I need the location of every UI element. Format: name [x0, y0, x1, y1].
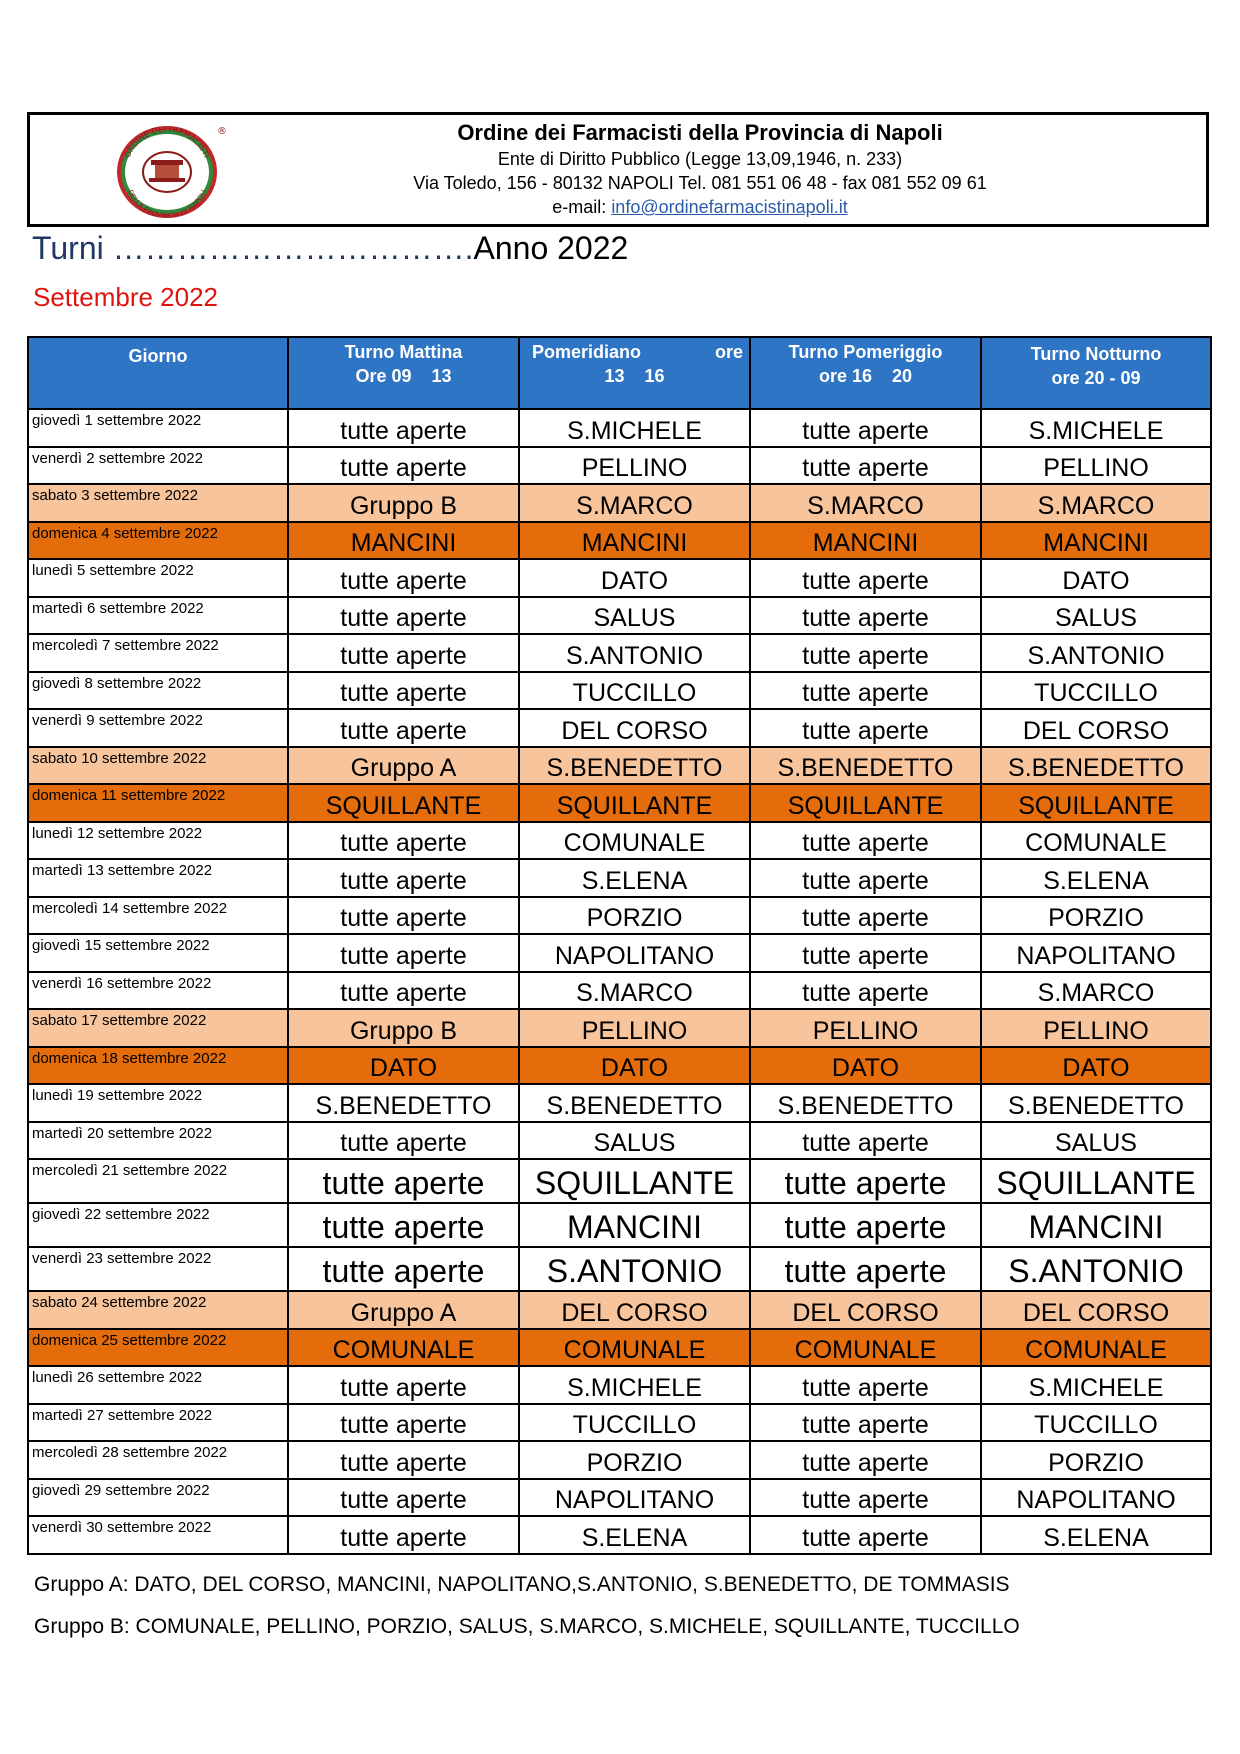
- notturno-cell: S.MARCO: [981, 972, 1211, 1010]
- pomeridiano-cell: PELLINO: [519, 1009, 750, 1047]
- month-title: Settembre 2022: [33, 282, 219, 312]
- mattina-cell: tutte aperte: [288, 1441, 519, 1479]
- pomeriggio-cell: tutte aperte: [750, 559, 981, 597]
- notturno-cell: S.BENEDETTO: [981, 1084, 1211, 1122]
- notturno-cell: S.ELENA: [981, 1516, 1211, 1554]
- notturno-cell: SQUILLANTE: [981, 1159, 1211, 1203]
- pomeriggio-cell: tutte aperte: [750, 1122, 981, 1160]
- pomeridiano-cell: S.MARCO: [519, 484, 750, 522]
- day-cell: giovedì 22 settembre 2022: [28, 1203, 288, 1247]
- day-cell: lunedì 26 settembre 2022: [28, 1366, 288, 1404]
- mattina-cell: tutte aperte: [288, 1479, 519, 1517]
- svg-text:DELLA PROVINCIA DI NAPOLI: DELLA PROVINCIA DI NAPOLI: [125, 188, 209, 220]
- title-year: Anno 2022: [473, 230, 629, 266]
- day-cell: venerdì 2 settembre 2022: [28, 447, 288, 485]
- pomeridiano-cell: MANCINI: [519, 522, 750, 560]
- notturno-cell: SQUILLANTE: [981, 784, 1211, 822]
- pomeridiano-cell: S.MARCO: [519, 972, 750, 1010]
- schedule-body: [28, 409, 1211, 1554]
- pomeriggio-cell: tutte aperte: [750, 1441, 981, 1479]
- table-row: [28, 784, 1211, 822]
- pomeriggio-cell: tutte aperte: [750, 1247, 981, 1291]
- pomeriggio-cell: tutte aperte: [750, 634, 981, 672]
- mattina-cell: MANCINI: [288, 522, 519, 560]
- mattina-cell: DATO: [288, 1047, 519, 1085]
- table-header-row: [28, 337, 1211, 409]
- table-row: [28, 897, 1211, 935]
- mattina-cell: Gruppo A: [288, 1291, 519, 1329]
- table-row: [28, 522, 1211, 560]
- pomeridiano-cell: NAPOLITANO: [519, 1479, 750, 1517]
- col-header-mattina: Turno Mattina Ore 09 13: [288, 337, 519, 409]
- pomeriggio-cell: tutte aperte: [750, 1516, 981, 1554]
- notturno-cell: DEL CORSO: [981, 709, 1211, 747]
- day-cell: martedì 20 settembre 2022: [28, 1122, 288, 1160]
- col-header-notturno: Turno Notturno ore 20 - 09: [981, 337, 1211, 409]
- mattina-cell: tutte aperte: [288, 709, 519, 747]
- table-row: [28, 559, 1211, 597]
- svg-text:ORDINE DEI FARMACISTI: ORDINE DEI FARMACISTI: [122, 124, 212, 160]
- table-row: [28, 409, 1211, 447]
- page-title: [32, 230, 628, 267]
- table-row: [28, 822, 1211, 860]
- day-cell: sabato 10 settembre 2022: [28, 747, 288, 785]
- title-turni: Turni: [32, 230, 104, 266]
- mattina-cell: tutte aperte: [288, 1203, 519, 1247]
- day-cell: sabato 3 settembre 2022: [28, 484, 288, 522]
- notturno-cell: MANCINI: [981, 1203, 1211, 1247]
- svg-text:®: ®: [217, 126, 227, 137]
- group-notes: [34, 1564, 1020, 1648]
- pomeridiano-cell: S.ANTONIO: [519, 634, 750, 672]
- col-header-giorno: Giorno: [28, 337, 288, 409]
- notturno-cell: MANCINI: [981, 522, 1211, 560]
- mattina-cell: tutte aperte: [288, 1247, 519, 1291]
- table-row: [28, 1366, 1211, 1404]
- notturno-cell: TUCCILLO: [981, 1404, 1211, 1442]
- mattina-cell: tutte aperte: [288, 1516, 519, 1554]
- mattina-cell: tutte aperte: [288, 859, 519, 897]
- org-legal-line: Ente di Diritto Pubblico (Legge 13,09,1946, n. 233): [497, 149, 903, 169]
- table-row: [28, 1441, 1211, 1479]
- pomeriggio-cell: tutte aperte: [750, 1404, 981, 1442]
- pomeridiano-cell: S.ELENA: [519, 859, 750, 897]
- pomeriggio-cell: S.MARCO: [750, 484, 981, 522]
- day-cell: giovedì 29 settembre 2022: [28, 1479, 288, 1517]
- notturno-cell: DATO: [981, 559, 1211, 597]
- notturno-cell: PELLINO: [981, 447, 1211, 485]
- table-row: [28, 1404, 1211, 1442]
- mattina-cell: Gruppo B: [288, 1009, 519, 1047]
- pomeriggio-cell: tutte aperte: [750, 1366, 981, 1404]
- notturno-cell: S.MARCO: [981, 484, 1211, 522]
- pomeridiano-cell: NAPOLITANO: [519, 934, 750, 972]
- pomeridiano-cell: SQUILLANTE: [519, 784, 750, 822]
- pomeridiano-cell: S.ELENA: [519, 1516, 750, 1554]
- pomeridiano-cell: PELLINO: [519, 447, 750, 485]
- mattina-cell: tutte aperte: [288, 634, 519, 672]
- table-row: [28, 972, 1211, 1010]
- pomeriggio-cell: DEL CORSO: [750, 1291, 981, 1329]
- day-cell: mercoledì 7 settembre 2022: [28, 634, 288, 672]
- table-row: [28, 1291, 1211, 1329]
- day-cell: giovedì 15 settembre 2022: [28, 934, 288, 972]
- pomeriggio-cell: tutte aperte: [750, 1203, 981, 1247]
- pomeridiano-cell: DATO: [519, 559, 750, 597]
- pomeriggio-cell: S.BENEDETTO: [750, 747, 981, 785]
- notturno-cell: S.ELENA: [981, 859, 1211, 897]
- day-cell: domenica 25 settembre 2022: [28, 1329, 288, 1367]
- mattina-cell: SQUILLANTE: [288, 784, 519, 822]
- pomeriggio-cell: tutte aperte: [750, 409, 981, 447]
- mattina-cell: tutte aperte: [288, 1366, 519, 1404]
- day-cell: venerdì 9 settembre 2022: [28, 709, 288, 747]
- pomeriggio-cell: MANCINI: [750, 522, 981, 560]
- pomeridiano-cell: PORZIO: [519, 1441, 750, 1479]
- table-row: [28, 634, 1211, 672]
- day-cell: lunedì 12 settembre 2022: [28, 822, 288, 860]
- notturno-cell: S.MICHELE: [981, 1366, 1211, 1404]
- notturno-cell: PORZIO: [981, 1441, 1211, 1479]
- mattina-cell: tutte aperte: [288, 447, 519, 485]
- pomeridiano-cell: SALUS: [519, 597, 750, 635]
- mattina-cell: Gruppo A: [288, 747, 519, 785]
- pomeriggio-cell: tutte aperte: [750, 447, 981, 485]
- pomeriggio-cell: tutte aperte: [750, 709, 981, 747]
- org-address-line: Via Toledo, 156 - 80132 NAPOLI Tel. 081 551 06 48 - fax 081 552 09 61: [413, 173, 987, 193]
- notturno-cell: NAPOLITANO: [981, 1479, 1211, 1517]
- notturno-cell: DEL CORSO: [981, 1291, 1211, 1329]
- letterhead: [27, 112, 1209, 227]
- schedule-table: [27, 336, 1212, 1555]
- notturno-cell: SALUS: [981, 597, 1211, 635]
- pomeridiano-cell: TUCCILLO: [519, 1404, 750, 1442]
- day-cell: domenica 18 settembre 2022: [28, 1047, 288, 1085]
- table-row: [28, 1247, 1211, 1291]
- pomeriggio-cell: tutte aperte: [750, 859, 981, 897]
- day-cell: sabato 17 settembre 2022: [28, 1009, 288, 1047]
- table-row: [28, 1047, 1211, 1085]
- day-cell: lunedì 5 settembre 2022: [28, 559, 288, 597]
- day-cell: venerdì 16 settembre 2022: [28, 972, 288, 1010]
- pomeridiano-cell: DATO: [519, 1047, 750, 1085]
- day-cell: lunedì 19 settembre 2022: [28, 1084, 288, 1122]
- table-row: [28, 484, 1211, 522]
- table-row: [28, 597, 1211, 635]
- day-cell: mercoledì 28 settembre 2022: [28, 1441, 288, 1479]
- mattina-cell: tutte aperte: [288, 409, 519, 447]
- table-row: [28, 1122, 1211, 1160]
- pomeridiano-cell: S.ANTONIO: [519, 1247, 750, 1291]
- mattina-cell: tutte aperte: [288, 1404, 519, 1442]
- mattina-cell: tutte aperte: [288, 1122, 519, 1160]
- org-info: [360, 119, 1040, 219]
- note-gruppo-a: Gruppo A: DATO, DEL CORSO, MANCINI, NAPOLITANO,S.ANTONIO, S.BENEDETTO, DE TOMMASIS: [34, 1573, 1010, 1596]
- pomeridiano-cell: SALUS: [519, 1122, 750, 1160]
- mattina-cell: S.BENEDETTO: [288, 1084, 519, 1122]
- pomeridiano-cell: DEL CORSO: [519, 709, 750, 747]
- day-cell: mercoledì 14 settembre 2022: [28, 897, 288, 935]
- mattina-cell: tutte aperte: [288, 559, 519, 597]
- notturno-cell: PORZIO: [981, 897, 1211, 935]
- table-row: [28, 1516, 1211, 1554]
- pomeridiano-cell: S.BENEDETTO: [519, 747, 750, 785]
- order-seal-logo: [105, 120, 229, 220]
- org-name: Ordine dei Farmacisti della Provincia di Napoli: [457, 120, 943, 145]
- pomeriggio-cell: COMUNALE: [750, 1329, 981, 1367]
- email-label: e-mail:: [552, 197, 607, 217]
- mattina-cell: Gruppo B: [288, 484, 519, 522]
- pomeridiano-cell: PORZIO: [519, 897, 750, 935]
- table-row: [28, 1203, 1211, 1247]
- email-link[interactable]: info@ordinefarmacistinapoli.it: [611, 197, 848, 217]
- day-cell: sabato 24 settembre 2022: [28, 1291, 288, 1329]
- day-cell: martedì 27 settembre 2022: [28, 1404, 288, 1442]
- mattina-cell: tutte aperte: [288, 972, 519, 1010]
- mattina-cell: tutte aperte: [288, 822, 519, 860]
- mattina-cell: tutte aperte: [288, 897, 519, 935]
- day-cell: giovedì 1 settembre 2022: [28, 409, 288, 447]
- table-row: [28, 859, 1211, 897]
- day-cell: giovedì 8 settembre 2022: [28, 672, 288, 710]
- notturno-cell: PELLINO: [981, 1009, 1211, 1047]
- table-row: [28, 1159, 1211, 1203]
- day-cell: martedì 13 settembre 2022: [28, 859, 288, 897]
- org-email-line: [360, 195, 1040, 219]
- day-cell: domenica 11 settembre 2022: [28, 784, 288, 822]
- notturno-cell: S.ANTONIO: [981, 634, 1211, 672]
- notturno-cell: S.ANTONIO: [981, 1247, 1211, 1291]
- mattina-cell: tutte aperte: [288, 1159, 519, 1203]
- pomeriggio-cell: tutte aperte: [750, 822, 981, 860]
- day-cell: martedì 6 settembre 2022: [28, 597, 288, 635]
- pomeriggio-cell: PELLINO: [750, 1009, 981, 1047]
- notturno-cell: SALUS: [981, 1122, 1211, 1160]
- day-cell: mercoledì 21 settembre 2022: [28, 1159, 288, 1203]
- pomeriggio-cell: tutte aperte: [750, 897, 981, 935]
- notturno-cell: DATO: [981, 1047, 1211, 1085]
- pomeriggio-cell: tutte aperte: [750, 1479, 981, 1517]
- mattina-cell: tutte aperte: [288, 672, 519, 710]
- table-row: [28, 1009, 1211, 1047]
- notturno-cell: S.BENEDETTO: [981, 747, 1211, 785]
- table-row: [28, 1084, 1211, 1122]
- pomeriggio-cell: tutte aperte: [750, 597, 981, 635]
- mattina-cell: tutte aperte: [288, 934, 519, 972]
- day-cell: venerdì 23 settembre 2022: [28, 1247, 288, 1291]
- pomeriggio-cell: S.BENEDETTO: [750, 1084, 981, 1122]
- pomeriggio-cell: tutte aperte: [750, 672, 981, 710]
- pomeridiano-cell: S.BENEDETTO: [519, 1084, 750, 1122]
- pomeridiano-cell: S.MICHELE: [519, 409, 750, 447]
- table-row: [28, 747, 1211, 785]
- col-header-pomeridiano: Pomeridiano ore 13 16: [519, 337, 750, 409]
- notturno-cell: COMUNALE: [981, 822, 1211, 860]
- pomeriggio-cell: DATO: [750, 1047, 981, 1085]
- pomeridiano-cell: TUCCILLO: [519, 672, 750, 710]
- pomeridiano-cell: COMUNALE: [519, 1329, 750, 1367]
- mattina-cell: COMUNALE: [288, 1329, 519, 1367]
- pomeridiano-cell: S.MICHELE: [519, 1366, 750, 1404]
- pomeridiano-cell: MANCINI: [519, 1203, 750, 1247]
- mattina-cell: tutte aperte: [288, 597, 519, 635]
- day-cell: venerdì 30 settembre 2022: [28, 1516, 288, 1554]
- pomeridiano-cell: SQUILLANTE: [519, 1159, 750, 1203]
- notturno-cell: COMUNALE: [981, 1329, 1211, 1367]
- notturno-cell: S.MICHELE: [981, 409, 1211, 447]
- pomeriggio-cell: tutte aperte: [750, 972, 981, 1010]
- table-row: [28, 447, 1211, 485]
- pomeriggio-cell: SQUILLANTE: [750, 784, 981, 822]
- col-header-pomeriggio: Turno Pomeriggio ore 16 20: [750, 337, 981, 409]
- notturno-cell: TUCCILLO: [981, 672, 1211, 710]
- table-row: [28, 1329, 1211, 1367]
- table-row: [28, 934, 1211, 972]
- pomeriggio-cell: tutte aperte: [750, 1159, 981, 1203]
- table-row: [28, 672, 1211, 710]
- notturno-cell: NAPOLITANO: [981, 934, 1211, 972]
- day-cell: domenica 4 settembre 2022: [28, 522, 288, 560]
- title-dots: …………………………….: [112, 230, 474, 266]
- pomeridiano-cell: COMUNALE: [519, 822, 750, 860]
- pomeridiano-cell: DEL CORSO: [519, 1291, 750, 1329]
- pomeriggio-cell: tutte aperte: [750, 934, 981, 972]
- table-row: [28, 709, 1211, 747]
- note-gruppo-b: Gruppo B: COMUNALE, PELLINO, PORZIO, SALUS, S.MARCO, S.MICHELE, SQUILLANTE, TUCCILLO: [34, 1615, 1020, 1638]
- table-row: [28, 1479, 1211, 1517]
